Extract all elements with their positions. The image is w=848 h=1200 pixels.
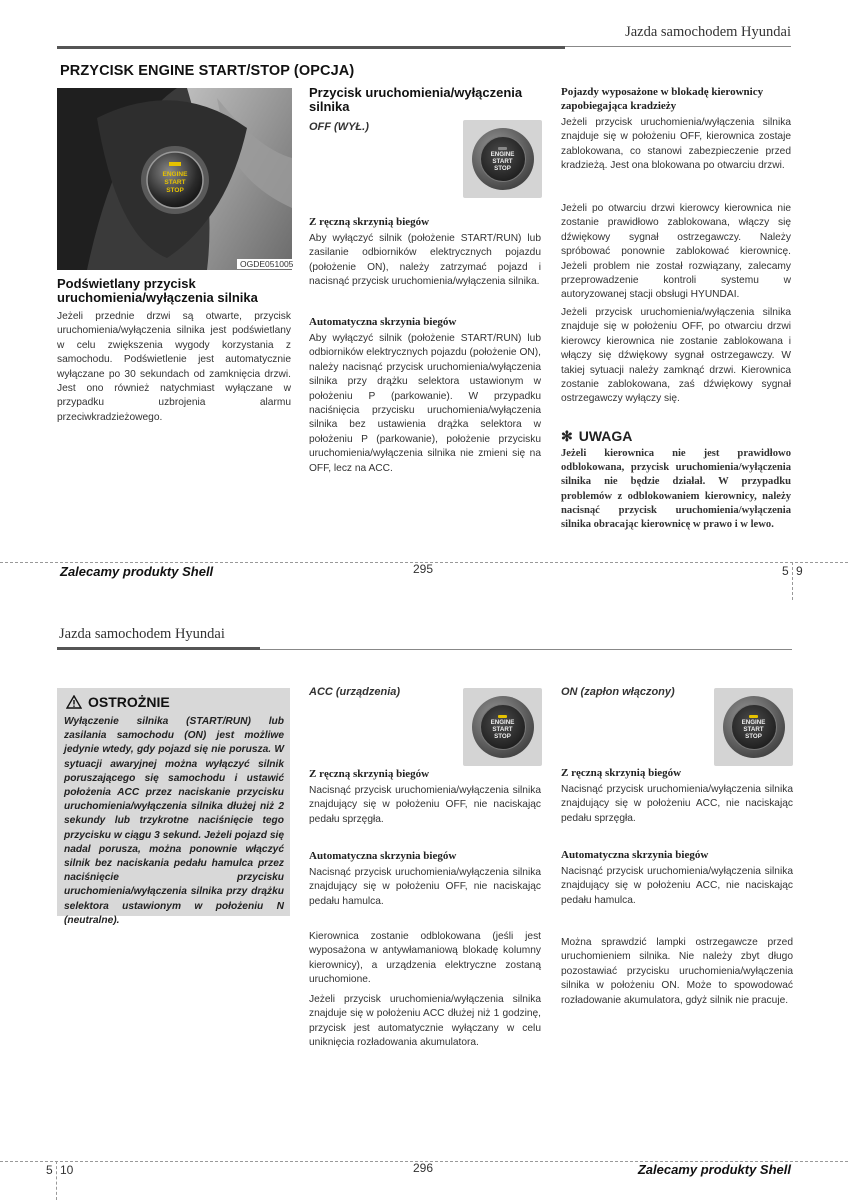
- illuminated-button-body: Jeżeli przednie drzwi są otwarte, przycisk uruchomienia/wyłączenia silnika jest podświetlany w celu zwiększenia wygody korzystania z samochodu. Podświetlenie jest automatycznie wyłączane po 30 sekundach od zamknięcia drzwi. Jest ono również natychmiast wyłączane w przypadku uzbrojenia alarmu przeciwkradzieżowego.: [57, 311, 291, 423]
- off-engine-label: ENGINE: [490, 150, 515, 158]
- section-divider-top: [792, 562, 793, 600]
- on-button-image: [714, 688, 793, 766]
- off-start-label: START: [492, 157, 513, 165]
- caution-title: [66, 694, 170, 710]
- on-start-label: START: [743, 725, 764, 733]
- section-title: PRZYCISK ENGINE START/STOP (OPCJA): [60, 63, 355, 79]
- page-number-top: 295: [413, 562, 434, 576]
- steering-lock-p2: Jeżeli po otwarciu drzwi kierowcy kierownica nie zostanie prawidłowo zablokowana, włączy się dźwiękowy sygnał ostrzegawczy. Należy spróbować ponownie zablokować kierownicę. Jeżeli problem nie został rozwiązany, zalecamy przeprowadzenie kontroli systemu w autoryzowanej stacji obsługi HYUNDAI.: [561, 203, 791, 301]
- footer-shell-bottom: Zalecamy produkty Shell: [637, 1162, 791, 1177]
- auto-gearbox-heading-on: Automatyczna skrzynia biegów: [561, 849, 709, 861]
- steering-lock-p1: Jeżeli przycisk uruchomienia/wyłączenia silnika znajduje się w położeniu OFF, kierownica zostaje zablokowana, co stanowi zabezpieczenie przed kradzieżą. Jest ona blokowana po otwarciu drzwi.: [561, 117, 791, 172]
- auto-gearbox-heading-off: Automatyczna skrzynia biegów: [309, 316, 457, 328]
- section-number-top: 5: [782, 564, 789, 578]
- header-rule-bottom-thick: [57, 647, 260, 650]
- header-rule-top-thick: [57, 46, 565, 49]
- manual-gearbox-heading-acc: Z ręczną skrzynią biegów: [309, 768, 430, 780]
- note-title-text: UWAGA: [578, 428, 633, 444]
- acc-lamp: [498, 715, 507, 718]
- section-page-bottom: 10: [60, 1163, 74, 1177]
- photo-engine-label: ENGINE: [162, 171, 188, 178]
- off-button-image: [463, 120, 542, 198]
- on-subheading: ON (zapłon włączony): [561, 686, 675, 698]
- photo-stop-label: STOP: [166, 187, 184, 194]
- off-lamp: [498, 147, 507, 150]
- off-button-ring: [472, 128, 534, 190]
- on-button-ring: [723, 696, 785, 758]
- manual-gearbox-heading-on: Z ręczną skrzynią biegów: [561, 767, 682, 779]
- acc-p1: Kierownica zostanie odblokowana (jeśli jest wyposażona w antywłamaniową blokadę kolumny kierownicy), a urządzenia elektryczne zostaną uruchomione.: [309, 931, 541, 986]
- manual-gearbox-heading-off: Z ręczną skrzynią biegów: [309, 216, 430, 228]
- section-divider-bottom: [56, 1161, 57, 1200]
- section-page-top: 9: [796, 564, 803, 578]
- photo-caption: OGDE051005: [237, 259, 296, 269]
- acc-p2: Jeżeli przycisk uruchomienia/wyłączenia silnika znajduje się w położeniu ACC dłużej niż 1 godzinę, przycisk jest automatycznie wyłączany w celu uniknięcia rozładowania akumulatora.: [309, 994, 541, 1049]
- auto-gearbox-body-acc: Nacisnąć przycisk uruchomienia/wyłączenia silnika znajdujący się w położeniu OFF, nie naciskając pedału hamulca.: [309, 867, 541, 907]
- on-engine-label: ENGINE: [741, 718, 766, 726]
- on-p1: Można sprawdzić lampki ostrzegawcze przed uruchomieniem silnika. Nie należy zbyt długo pozostawiać przycisku uruchomienia/wyłączenia silnika w położeniu ON. Może to spowodować rozładowanie akumulatora, gdyż silnik nie pracuje.: [561, 937, 793, 1006]
- acc-button-image: [463, 688, 542, 766]
- steering-lock-p3: Jeżeli przycisk uruchomienia/wyłączenia silnika znajduje się w położeniu OFF, po otwarciu drzwi kierowcy kierownica nie zostanie zablokowana i włączy się dźwiękowy sygnał ostrzegawczy. W takiej sytuacji należy zamknąć drzwi. Kierownica zostanie zablokowana, zaś dźwiękowy sygnał ostrzegawczy wyłączy się.: [561, 307, 791, 405]
- start-stop-button-heading: Przycisk uruchomienia/wyłączenia silnika: [309, 85, 523, 114]
- note-title: [561, 428, 632, 445]
- engine-button-photo: [57, 88, 292, 270]
- auto-gearbox-body-off: Aby wyłączyć silnik (położenie START/RUN) lub odbiorników elektrycznych pojazdu (położenie ON), należy nacisnąć przycisk uruchomienia/wyłączenia silnika przy drążku selektora ustawionym w położeniu P (parkowanie). W przypadku naciśnięcia przycisku uruchomienia/wyłączenia silnika bez ustawienia drążka selektora w położeniu P (parkowanie), położenie przycisku uruchomienia/wyłączenia silnika nie zmieni się na OFF, lecz na ACC.: [309, 333, 541, 474]
- manual-gearbox-body-on: Nacisnąć przycisk uruchomienia/wyłączenia silnika znajdujący się w położeniu ACC, nie naciskając pedału sprzęgła.: [561, 784, 793, 824]
- auto-gearbox-heading-acc: Automatyczna skrzynia biegów: [309, 850, 457, 862]
- footer-shell-top: Zalecamy produkty Shell: [60, 564, 214, 579]
- on-lamp: [749, 715, 758, 718]
- off-stop-label: STOP: [494, 164, 511, 172]
- manual-gearbox-body-off: Aby wyłączyć silnik (położenie START/RUN) lub zasilanie odbiorników elektrycznych pojazdu (położenie ON), należy zatrzymać pojazd i nacisnąć przycisk uruchomienia/wyłączenia silnika.: [309, 233, 541, 288]
- off-subheading: OFF (WYŁ.): [309, 121, 369, 133]
- on-stop-label: STOP: [745, 732, 762, 740]
- acc-stop-label: STOP: [494, 732, 511, 740]
- caution-title-text: OSTROŻNIE: [88, 694, 170, 710]
- section-number-bottom: 5: [46, 1163, 53, 1177]
- caution-body: Wyłączenie silnika (START/RUN) lub zasilania samochodu (ON) jest możliwe jedynie wtedy, gdy pojazd się nie porusza. W sytuacji awaryjnej można wyłączyć silnik poruszającego się samochodu i ustawić położenia ACC przez naciskanie przycisku uruchomienia/wyłączenia silnika dłużej niż 2 sekundy lub trzykrotne naciśnięcie tego przycisku w ciągu 3 sekund. Jeżeli pojazd się nadal porusza, można ponownie włączyć silnik bez naciskania pedału hamulca przez naciśnięcie przycisku uruchomienia/wyłączenia silnika przy drążku selektora ustawionym w położeniu N (neutralne).: [64, 716, 284, 926]
- running-title-top: Jazda samochodem Hyundai: [625, 24, 791, 40]
- note-body: Jeżeli kierownica nie jest prawidłowo odblokowana, przycisk uruchomienia/wyłączenia silnika nie będzie działał. W przypadku problemów z odblokowaniem kierownicy, należy nacisnąć przycisk uruchomienia/wyłączenia silnika obracając kierownicę w prawo i w lewo.: [561, 448, 791, 531]
- acc-button-face: [480, 704, 526, 750]
- running-title-bottom: Jazda samochodem Hyundai: [59, 626, 225, 642]
- dashboard-illustration: [57, 88, 292, 270]
- page-number-bottom: 296: [413, 1161, 434, 1175]
- manual-gearbox-body-acc: Nacisnąć przycisk uruchomienia/wyłączenia silnika znajdujący się w położeniu OFF, nie naciskając pedału sprzęgła.: [309, 785, 541, 825]
- acc-subheading: ACC (urządzenia): [309, 686, 401, 698]
- off-button-face: [480, 136, 526, 182]
- photo-start-label: START: [164, 179, 186, 186]
- note-symbol-icon: ✻: [561, 428, 573, 444]
- acc-engine-label: ENGINE: [490, 718, 515, 726]
- auto-gearbox-body-on: Nacisnąć przycisk uruchomienia/wyłączenia silnika znajdujący się w położeniu ACC, nie naciskając pedału hamulca.: [561, 866, 793, 906]
- on-button-face: [731, 704, 777, 750]
- header-rule-bottom: [260, 649, 792, 650]
- acc-button-ring: [472, 696, 534, 758]
- header-rule-top: [565, 46, 791, 47]
- illuminated-button-heading: Podświetlany przycisk uruchomienia/wyłączenia silnika: [57, 276, 258, 305]
- steering-lock-heading: Pojazdy wyposażone w blokadę kierownicy zapobiegająca kradzieży: [561, 86, 764, 112]
- acc-start-label: START: [492, 725, 513, 733]
- warning-triangle-icon: [66, 695, 82, 709]
